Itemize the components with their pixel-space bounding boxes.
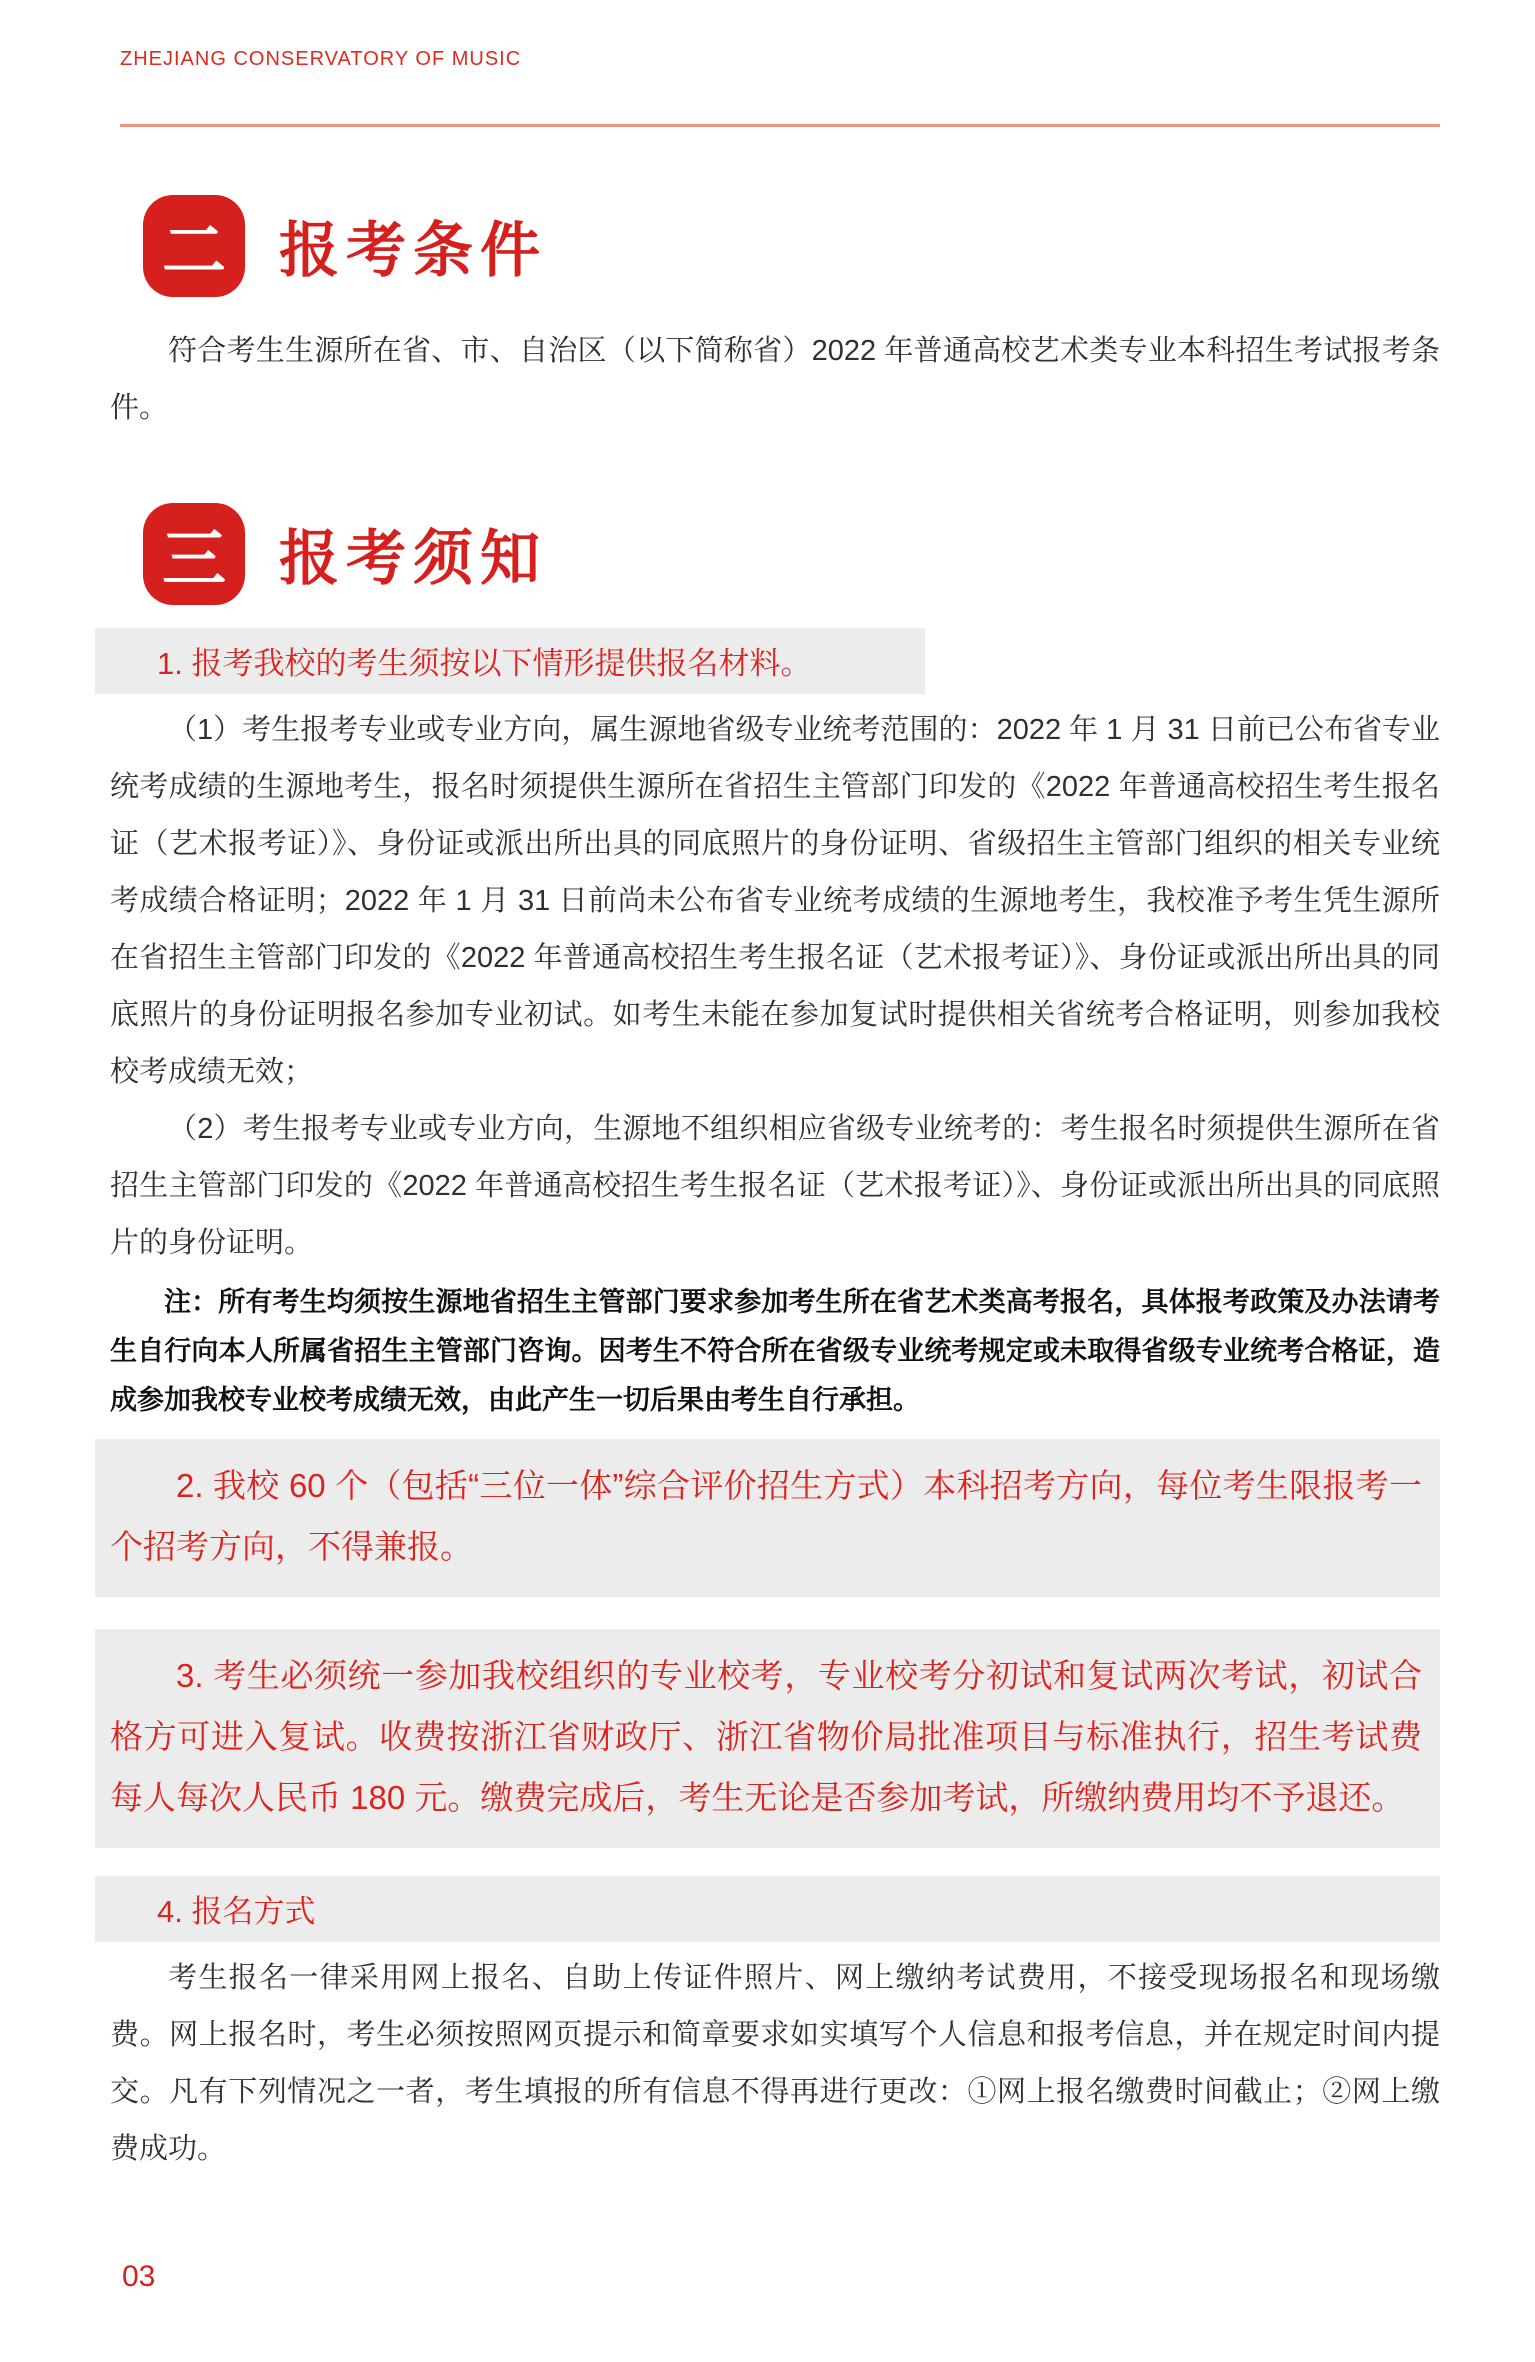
item4-heading-highlight: 4. 报名方式 xyxy=(95,1876,1440,1942)
page-number: 03 xyxy=(122,2260,156,2293)
item1-paragraph-2: （2）考生报考专业或专业方向，生源地不组织相应省级专业统考的：考生报名时须提供生源所在省招生主管部门印发的《2022 年普通高校招生考生报名证（艺术报考证）》、身份证或派出所出具的同底照片的身份证明。 xyxy=(110,1113,1440,1259)
section-two-paragraph: 符合考生生源所在省、市、自治区（以下简称省）2022 年普通高校艺术类专业本科招生考试报考条件。 xyxy=(110,335,1440,424)
section-three-header xyxy=(143,503,1440,605)
item1-heading-highlight: 1. 报考我校的考生须按以下情形提供报名材料。 xyxy=(95,628,925,694)
item1-paragraph-1: （1）考生报考专业或专业方向，属生源地省级专业统考范围的：2022 年 1 月 31 日前已公布省专业统考成绩的生源地考生，报名时须提供生源所在省招生主管部门印发的《2022 年普通高校招生考生报名证（艺术报考证）》、身份证或派出所出具的同底照片的身份证明、省级招生主管部门组织的相关专业统考成绩合格证明；2022 年 1 月 31 日前尚未公布省专业统考成绩的生源地考生，我校准予考生凭生源所在省招生主管部门印发的《2022 年普通高校招生考生报名证（艺术报考证）》、身份证或派出所出具的同底照片的身份证明报名参加专业初试。如考生未能在参加复试时提供相关省统考合格证明，则参加我校校考成绩无效； xyxy=(110,714,1440,1088)
item3-highlight-block: 3. 考生必须统一参加我校组织的专业校考，专业校考分初试和复试两次考试，初试合格方可进入复试。收费按浙江省财政厅、浙江省物价局批准项目与标准执行，招生考试费每人每次人民币 180 元。缴费完成后，考生无论是否参加考试，所缴纳费用均不予退还。 xyxy=(95,1629,1440,1848)
item2-highlight-block: 2. 我校 60 个（包括“三位一体”综合评价招生方式）本科招考方向，每位考生限报考一个招考方向，不得兼报。 xyxy=(95,1439,1440,1597)
section-two-title: 报考条件 xyxy=(279,218,547,284)
section-two-number-badge: 二 xyxy=(143,195,245,297)
section-three-number-badge: 三 xyxy=(143,503,245,605)
header-brand-text: ZHEJIANG CONSERVATORY OF MUSIC xyxy=(120,48,522,70)
section-three-title: 报考须知 xyxy=(279,526,547,592)
item4-paragraph: 考生报名一律采用网上报名、自助上传证件照片、网上缴纳考试费用，不接受现场报名和现场缴费。网上报名时，考生必须按照网页提示和简章要求如实填写个人信息和报考信息，并在规定时间内提交。凡有下列情况之一者，考生填报的所有信息不得再进行更改：①网上报名缴费时间截止；②网上缴费成功。 xyxy=(110,1962,1440,2165)
section-two-header xyxy=(143,195,1440,297)
header-divider xyxy=(120,124,1440,127)
item1-note: 注：所有考生均须按生源地省招生主管部门要求参加考生所在省艺术类高考报名，具体报考政策及办法请考生自行向本人所属省招生主管部门咨询。因考生不符合所在省级专业统考规定或未取得省级专业统考合格证，造成参加我校专业校考成绩无效，由此产生一切后果由考生自行承担。 xyxy=(110,1287,1440,1415)
